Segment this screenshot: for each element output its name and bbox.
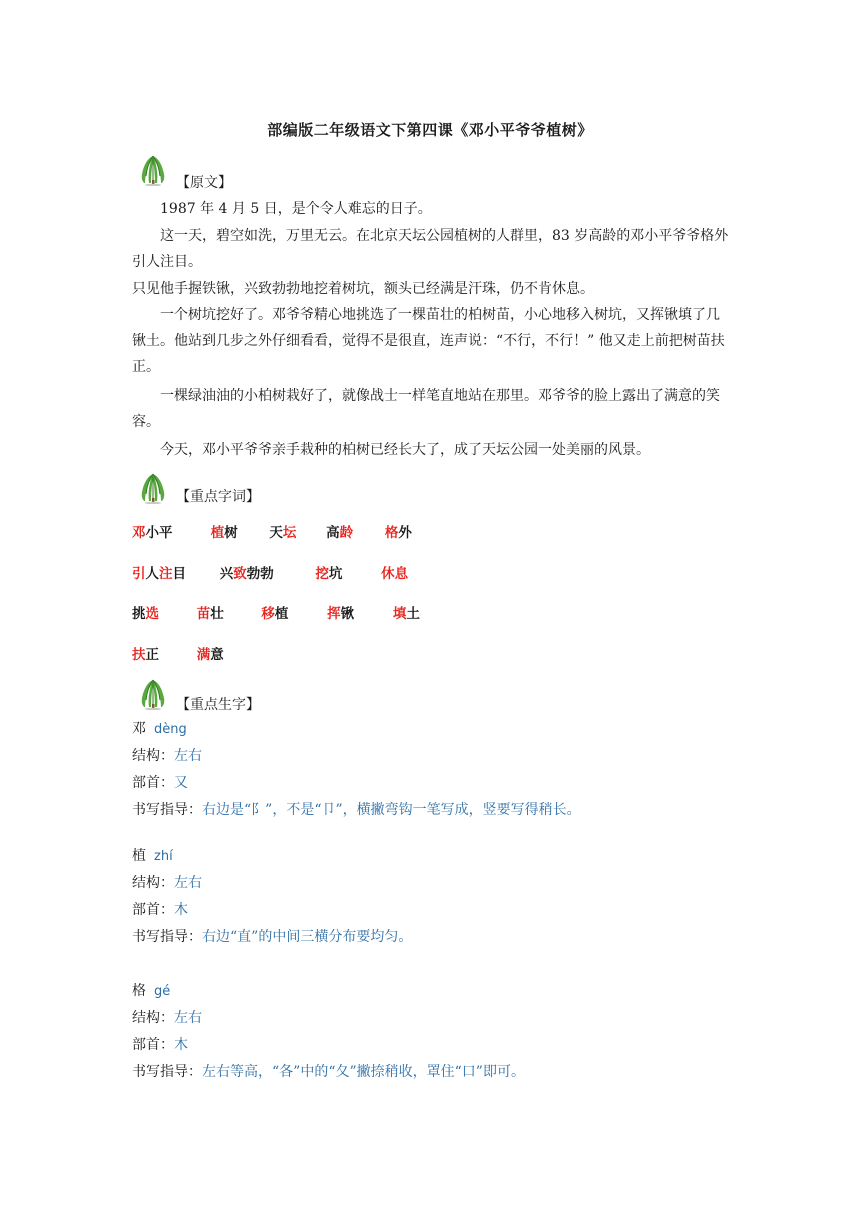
keyword-miaozhuang: 苗壮 — [196, 606, 224, 622]
radical-value: 木 — [174, 1037, 188, 1053]
willow-tree-icon — [138, 676, 168, 710]
willow-tree-icon — [138, 152, 168, 186]
keyword-xiuxi: 休息 — [381, 566, 409, 582]
writing-guide: 左右等高，“各”中的“夂”撇捺稍收，罩住“口”即可。 — [202, 1064, 525, 1080]
character: 邓 — [132, 721, 146, 737]
character: 格 — [132, 983, 146, 999]
character-entry-ge: 格 gé 结构：左右 部首：木 书写指导：左右等高，“各”中的“夂”撇捺稍收，罩住“口”即可。 — [132, 983, 525, 1080]
keyword-fuzheng: 扶正 — [132, 647, 159, 663]
keywords-row-2 — [132, 562, 408, 582]
keyword-gaoling: 高龄 — [326, 525, 354, 541]
paragraph-4: 一个树坑挖好了。邓爷爷精心地挑选了一棵苗壮的柏树苗，小心地移入树坑，又挥锹填了几锹土。他站到几步之外仔细看看，觉得不是很直，连声说：“不行，不行！” 他又走上前把树苗扶正。 — [132, 307, 725, 375]
keyword-yinrenzhumu: 引人注目 — [132, 566, 186, 582]
keyword-tiantu: 填土 — [392, 606, 420, 622]
paragraph-6: 今天，邓小平爷爷亲手栽种的柏树已经长大了，成了天坛公园一处美丽的风景。 — [160, 442, 650, 458]
keyword-zhishu: 植树 — [210, 525, 238, 541]
section-original-label: 【原文】 — [176, 175, 232, 191]
pinyin: dèng — [154, 722, 187, 737]
keyword-dengxiaoping: 邓小平 — [132, 525, 173, 541]
keyword-xingzhibobo: 兴致勃勃 — [219, 566, 274, 582]
keyword-wakeng: 挖坑 — [315, 566, 343, 582]
keyword-yizhi: 移植 — [261, 606, 289, 622]
character-entry-deng: 邓 dèng 结构：左右 部首：又 书写指导：右边是“阝”，不是“卩”，横撇弯钩一笔写成，竖要写得稍长。 — [132, 721, 581, 818]
keyword-gewai: 格外 — [384, 525, 412, 541]
keywords-row-3 — [132, 602, 420, 622]
willow-tree-icon — [138, 470, 168, 504]
writing-guide: 右边是“阝”，不是“卩”，横撇弯钩一笔写成，竖要写得稍长。 — [202, 802, 581, 818]
keyword-tiaoxuan: 挑选 — [132, 606, 159, 622]
writing-guide: 右边“直”的中间三横分布要均匀。 — [202, 929, 413, 945]
radical-value: 木 — [174, 902, 188, 918]
pinyin: gé — [154, 984, 171, 999]
structure-value: 左右 — [174, 875, 202, 891]
section-characters-label: 【重点生字】 — [176, 697, 260, 713]
document-title: 部编版二年级语文下第四课《邓小平爷爷植树》 — [267, 121, 593, 139]
section-keywords-label: 【重点字词】 — [176, 489, 260, 505]
pinyin: zhí — [154, 849, 173, 864]
structure-value: 左右 — [174, 748, 202, 764]
paragraph-1: 1987 年 4 月 5 日，是个令人难忘的日子。 — [160, 201, 432, 217]
radical-value: 又 — [174, 775, 188, 791]
keywords-row-1 — [132, 521, 412, 541]
paragraph-3: 只见他手握铁锹，兴致勃勃地挖着树坑，额头已经满是汗珠，仍不肯休息。 — [132, 281, 594, 297]
structure-value: 左右 — [174, 1010, 202, 1026]
character: 植 — [132, 848, 146, 864]
paragraph-2: 这一天，碧空如洗，万里无云。在北京天坛公园植树的人群里，83 岁高龄的邓小平爷爷格外引人注目。 — [132, 228, 729, 270]
paragraph-5: 一棵绿油油的小柏树栽好了，就像战士一样笔直地站在那里。邓爷爷的脸上露出了满意的笑容。 — [132, 388, 720, 430]
keyword-huiqiao: 挥锹 — [327, 606, 355, 622]
character-entry-zhi: 植 zhí 结构：左右 部首：木 书写指导：右边“直”的中间三横分布要均匀。 — [132, 848, 413, 945]
keyword-tiantan: 天坛 — [269, 525, 297, 541]
keyword-manyi: 满意 — [196, 647, 224, 663]
keywords-row-4 — [132, 643, 224, 663]
